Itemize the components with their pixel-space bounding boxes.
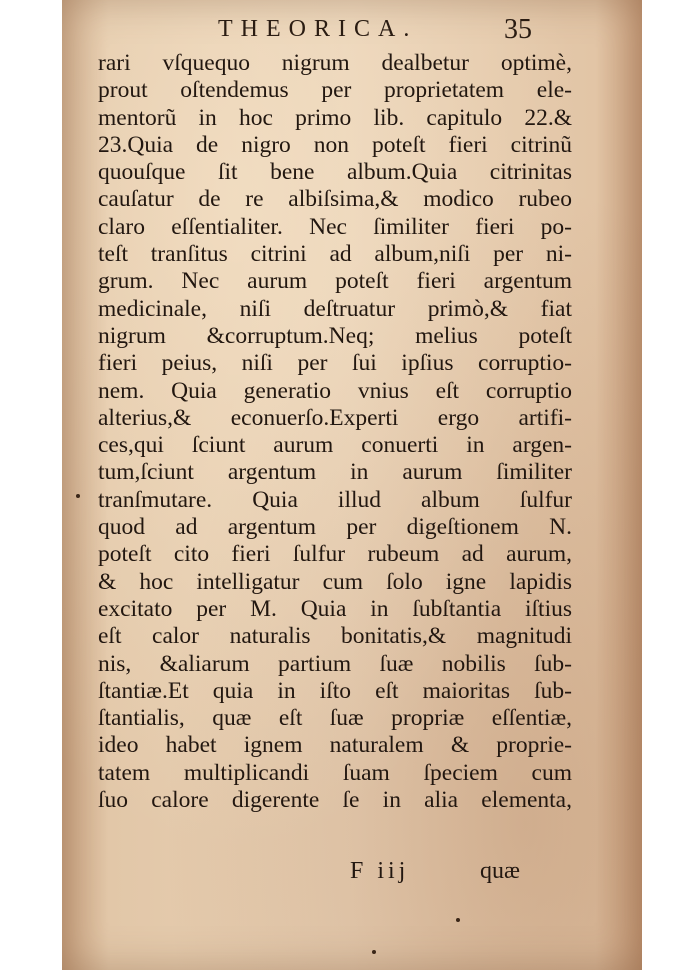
text-line: cauſatur de re albiſsima,& modico rubeo xyxy=(98,186,572,213)
text-line: nigrum &corruptum.Neq; melius poteſt xyxy=(98,322,572,349)
text-line: mentorũ in hoc primo lib. capitulo 22.& xyxy=(98,104,572,131)
text-line: prout oſtendemus per proprietatem ele- xyxy=(98,77,572,104)
text-line: nis, &aliarum partium ſuæ nobilis ſub- xyxy=(98,650,572,677)
text-line: ideo habet ignem naturalem & proprie- xyxy=(98,732,572,759)
running-title: THEORICA. xyxy=(218,16,418,42)
body-text xyxy=(98,50,572,814)
text-line: ſuo calore digerente ſe in alia elementa, xyxy=(98,787,572,814)
ink-speck xyxy=(372,950,376,954)
text-line: fieri peius, niſi per ſui ipſius corruptio- xyxy=(98,350,572,377)
text-line: excitato per M. Quia in ſubſtantia iſtius xyxy=(98,595,572,622)
text-line: & hoc intelligatur cum ſolo igne lapidis xyxy=(98,568,572,595)
page-footer xyxy=(62,858,642,888)
ink-speck xyxy=(76,494,80,498)
text-line: poteſt cito fieri ſulfur rubeum ad aurum, xyxy=(98,541,572,568)
text-line: claro eſſentialiter. Nec ſimiliter fieri po- xyxy=(98,213,572,240)
text-line: quod ad argentum per digeſtionem N. xyxy=(98,514,572,541)
signature-mark: F iij xyxy=(350,858,410,884)
text-line: ſtantiæ.Et quia in iſto eſt maioritas ſub- xyxy=(98,677,572,704)
ink-speck xyxy=(456,918,460,922)
text-line: tatem multiplicandi ſuam ſpeciem cum xyxy=(98,759,572,786)
catchword: quæ xyxy=(480,858,521,884)
text-line: tum,ſciunt argentum in aurum ſimiliter xyxy=(98,459,572,486)
text-line: 23.Quia de nigro non poteſt fieri citrinũ xyxy=(98,131,572,158)
text-line: alterius,& econuerſo.Experti ergo artifi- xyxy=(98,404,572,431)
text-line: ces,qui ſciunt aurum conuerti in argen- xyxy=(98,432,572,459)
book-page xyxy=(62,0,642,970)
text-line: eſt calor naturalis bonitatis,& magnitudi xyxy=(98,623,572,650)
text-line: rari vſquequo nigrum dealbetur optimè, xyxy=(98,50,572,76)
text-line: teſt tranſitus citrini ad album,niſi per ni- xyxy=(98,241,572,268)
text-line: grum. Nec aurum poteſt fieri argentum xyxy=(98,268,572,295)
text-line: tranſmutare. Quia illud album ſulfur xyxy=(98,486,572,513)
page-header xyxy=(62,14,642,48)
text-line: ſtantialis, quæ eſt ſuæ propriæ eſſentiæ, xyxy=(98,705,572,732)
text-line: nem. Quia generatio vnius eſt corruptio xyxy=(98,377,572,404)
text-line: quouſque ſit bene album.Quia citrinitas xyxy=(98,159,572,186)
page-number: 35 xyxy=(504,14,532,45)
text-line: medicinale, niſi deſtruatur primò,& fiat xyxy=(98,295,572,322)
